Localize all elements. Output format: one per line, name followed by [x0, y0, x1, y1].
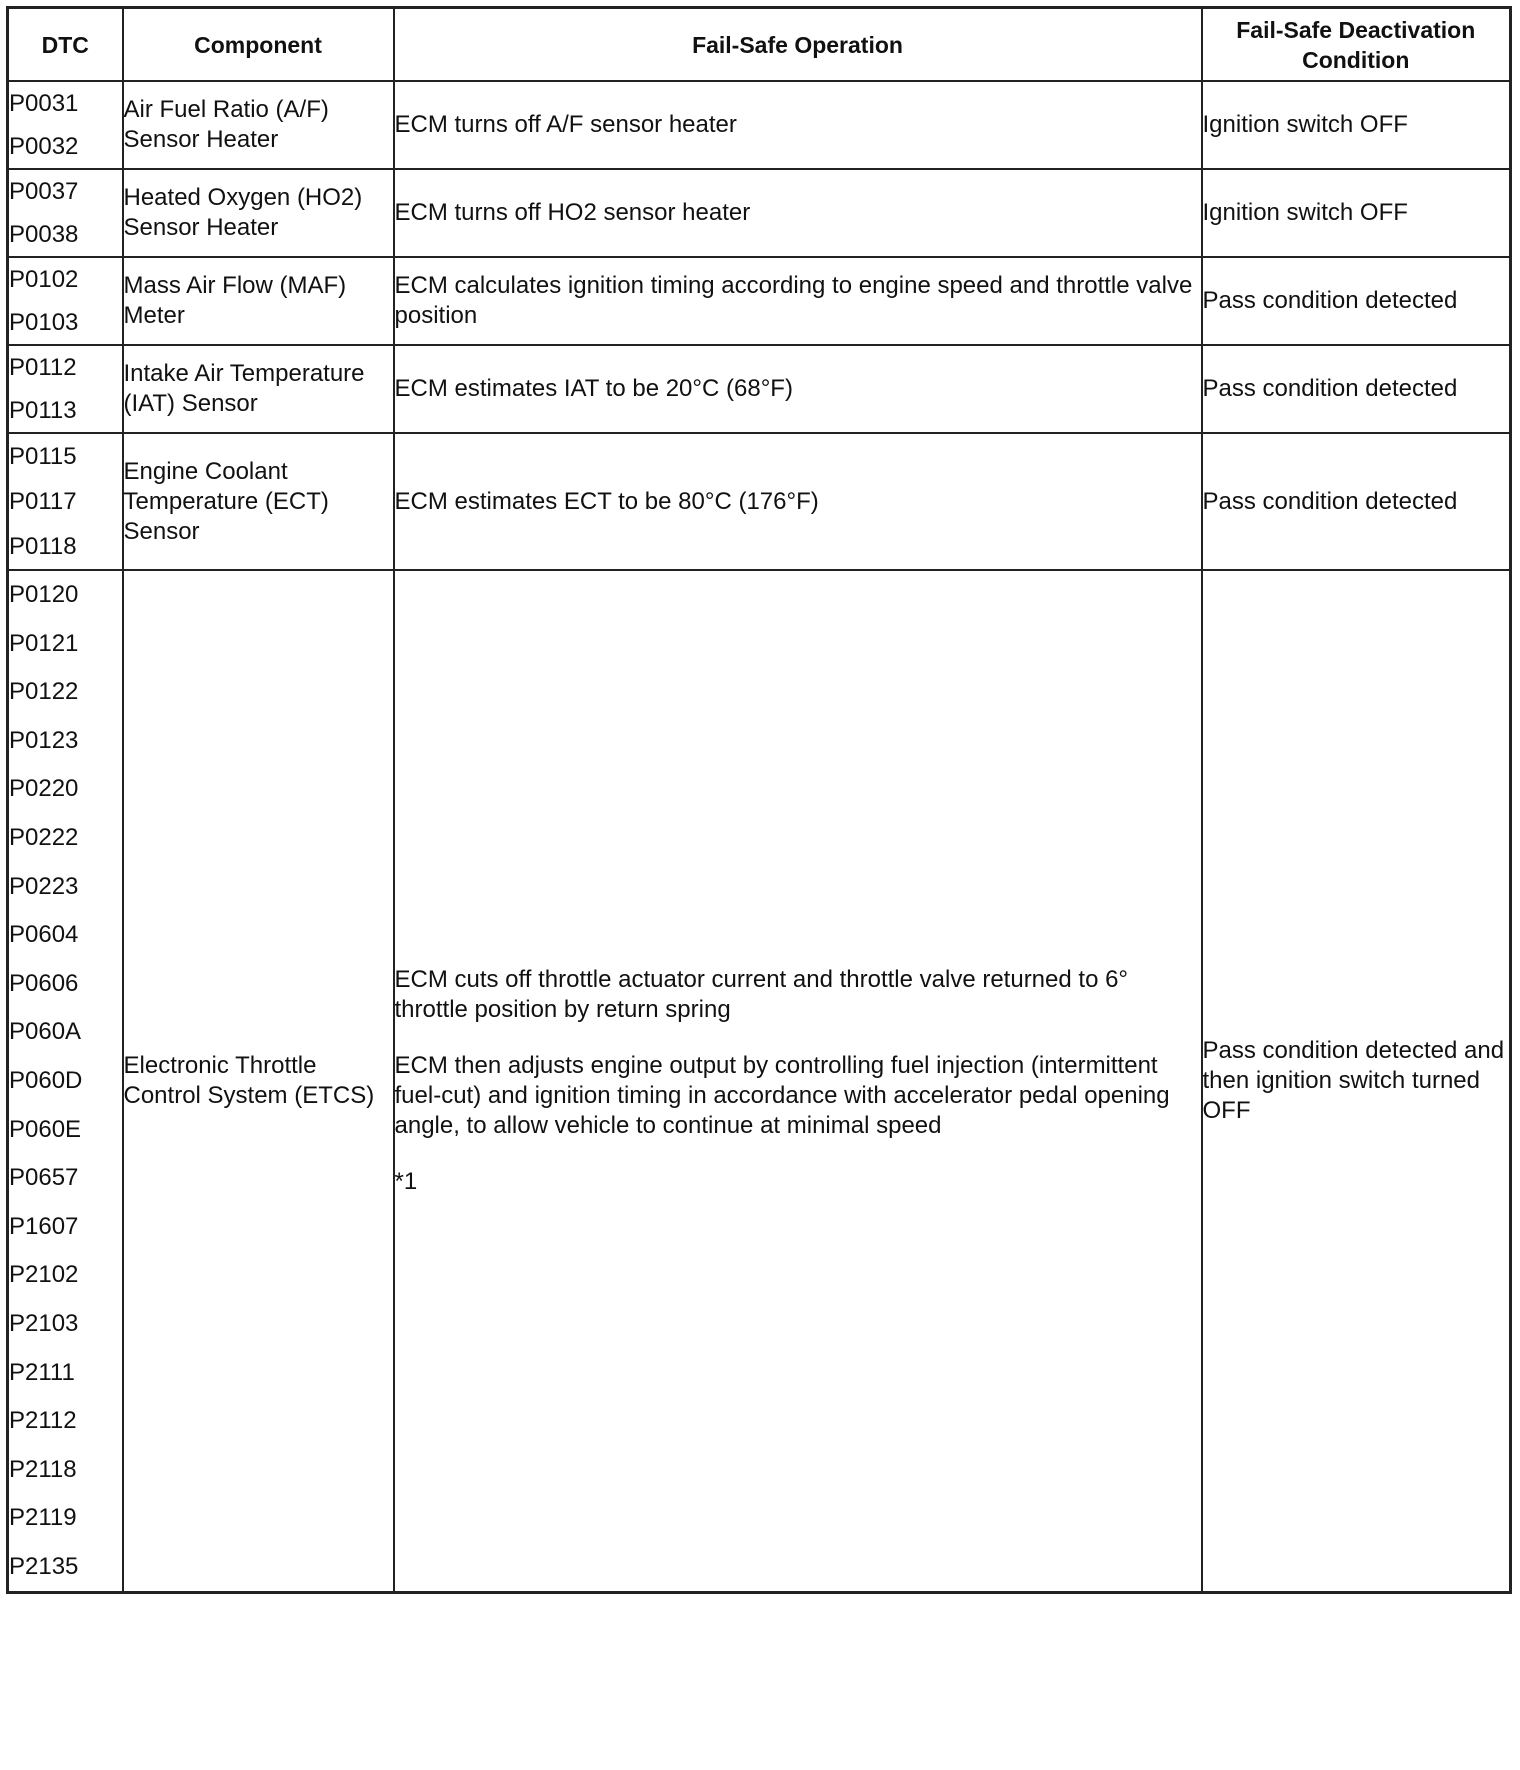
table-body: [8, 81, 1511, 1593]
dtc-code: P060D: [9, 1066, 83, 1094]
table-row: [8, 570, 1511, 1593]
dtc-code: P060A: [9, 1018, 82, 1046]
dtc-cell: [8, 169, 123, 257]
dtc-code: P0102: [9, 266, 79, 293]
dtc-cell: [8, 81, 123, 169]
dtc-code: P0606: [9, 969, 79, 997]
operation-paragraph: ECM estimates ECT to be 80°C (176°F): [394, 487, 819, 515]
dtc-code: P0118: [9, 533, 77, 560]
operation-paragraph: ECM calculates ignition timing according to engine speed and throttle valve position: [394, 272, 1193, 329]
deactivation-cell: Pass condition detected: [1202, 433, 1511, 570]
operation-cell: [394, 257, 1202, 345]
table-row: [8, 169, 1511, 257]
header-operation: Fail-Safe Operation: [394, 8, 1202, 82]
dtc-code: P2102: [9, 1261, 79, 1289]
component-cell: Air Fuel Ratio (A/F) Sensor Heater: [123, 81, 394, 169]
table-row: [8, 345, 1511, 433]
dtc-code: P0222: [9, 823, 79, 851]
operation-paragraph: ECM estimates IAT to be 20°C (68°F): [394, 375, 793, 402]
component-cell: Heated Oxygen (HO2) Sensor Heater: [123, 169, 394, 257]
deactivation-cell: Pass condition detected and then ignition switch turned OFF: [1202, 570, 1511, 1593]
dtc-code: P0123: [9, 726, 79, 754]
dtc-code: P0113: [9, 397, 77, 424]
dtc-code: P0220: [9, 775, 79, 803]
dtc-code: P0031: [9, 90, 79, 117]
dtc-code: P2118: [9, 1455, 77, 1483]
dtc-code: P2119: [9, 1504, 77, 1532]
dtc-cell: [8, 433, 123, 570]
operation-paragraph: ECM cuts off throttle actuator current and throttle valve returned to 6° throttle position by return spring: [394, 966, 1129, 1024]
operation-paragraph: *1: [394, 1168, 418, 1196]
component-cell: Intake Air Temperature (IAT) Sensor: [123, 345, 394, 433]
dtc-code: P2111: [9, 1358, 75, 1386]
header-dtc: DTC: [8, 8, 123, 82]
dtc-cell: [8, 345, 123, 433]
dtc-code: P0115: [9, 443, 77, 470]
component-cell: Engine Coolant Temperature (ECT) Sensor: [123, 433, 394, 570]
deactivation-cell: Pass condition detected: [1202, 345, 1511, 433]
header-component: Component: [123, 8, 394, 82]
header-deactivation: Fail-Safe Deactivation Condition: [1202, 8, 1511, 82]
component-cell: Electronic Throttle Control System (ETCS): [123, 570, 394, 1593]
fail-safe-table: [6, 6, 1512, 1594]
operation-cell: [394, 433, 1202, 570]
deactivation-cell: Ignition switch OFF: [1202, 169, 1511, 257]
header-row: [8, 8, 1511, 82]
dtc-code: P0037: [9, 178, 79, 205]
dtc-code: P0117: [9, 488, 77, 515]
dtc-code: P2112: [9, 1407, 77, 1435]
table-row: [8, 81, 1511, 169]
table-row: [8, 257, 1511, 345]
operation-cell: [394, 169, 1202, 257]
operation-paragraph: ECM turns off A/F sensor heater: [394, 111, 737, 138]
dtc-code: P0121: [9, 629, 79, 657]
operation-cell: [394, 570, 1202, 1593]
operation-paragraph: ECM turns off HO2 sensor heater: [394, 199, 751, 226]
deactivation-cell: Pass condition detected: [1202, 257, 1511, 345]
dtc-code: P0112: [9, 354, 77, 381]
dtc-code: P0103: [9, 309, 79, 336]
dtc-code: P0122: [9, 678, 79, 706]
dtc-code: P0038: [9, 221, 79, 248]
dtc-code: P1607: [9, 1212, 79, 1240]
dtc-code: P0223: [9, 872, 79, 900]
dtc-code: P0657: [9, 1164, 79, 1192]
dtc-code: P060E: [9, 1115, 82, 1143]
table-row: [8, 433, 1511, 570]
component-cell: Mass Air Flow (MAF) Meter: [123, 257, 394, 345]
operation-paragraph: ECM then adjusts engine output by controlling fuel injection (intermittent fuel-cut) and ignition timing in accordance with accelerator pedal opening angle, to allow vehicle to continue at minimal speed: [394, 1052, 1170, 1140]
dtc-code: P0120: [9, 581, 79, 608]
operation-cell: [394, 345, 1202, 433]
operation-cell: [394, 81, 1202, 169]
dtc-code: P0604: [9, 921, 79, 949]
dtc-code: P2103: [9, 1309, 79, 1337]
dtc-cell: [8, 570, 123, 1593]
dtc-cell: [8, 257, 123, 345]
dtc-code: P0032: [9, 133, 79, 160]
dtc-code: P2135: [9, 1552, 79, 1580]
deactivation-cell: Ignition switch OFF: [1202, 81, 1511, 169]
